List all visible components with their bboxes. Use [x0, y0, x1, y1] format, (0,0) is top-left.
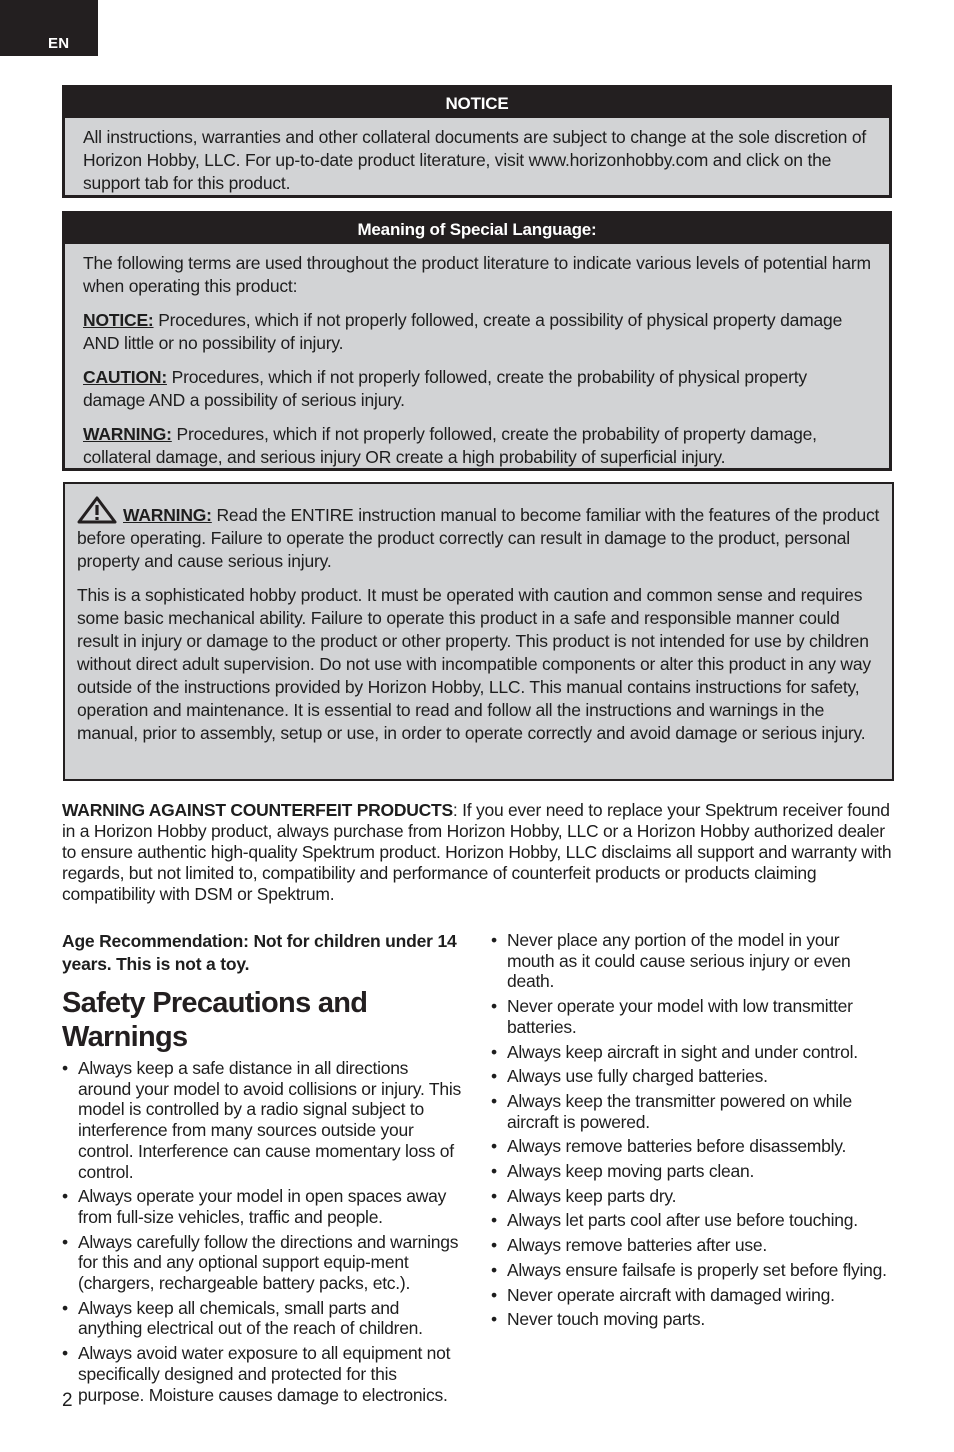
section-title: Safety Precautions and Warnings [62, 987, 368, 1053]
right-column [491, 930, 891, 1334]
list-item: • Never operate your model with low transmitter batteries. [491, 996, 891, 1037]
list-item: • Always use fully charged batteries. [491, 1066, 891, 1087]
term-notice [83, 309, 871, 355]
safety-list-left [62, 1058, 464, 1405]
notice-text: All instructions, warranties and other collateral documents are subject to change at the sole discretion of Horizon Hobby, LLC. For up-to-date product literature, visit www.horizonhobby.com and click on the support tab for this product. [83, 127, 867, 193]
term-label: NOTICE: [83, 310, 154, 330]
term-label: WARNING: [83, 424, 172, 444]
list-item: • Always keep moving parts clean. [491, 1161, 891, 1182]
warning-triangle-icon [77, 496, 117, 524]
list-item: • Always keep parts dry. [491, 1186, 891, 1207]
special-language-header: Meaning of Special Language: [65, 214, 889, 244]
page-number: 2 [62, 1390, 73, 1411]
term-label: CAUTION: [83, 367, 167, 387]
warning-paragraph: This is a sophisticated hobby product. It must be operated with caution and common sense and requires some basic mechanical ability. Failure to operate this product in a safe and responsible manner could result in injury or damage to the product or other property. This product is not intended for use by children without direct adult supervision. Do not use with incompatible components or alter this product in any way outside of the instructions provided by Horizon Hobby, LLC. This manual contains instructions for safety, operation and maintenance. It is essential to read and follow all the instructions and warnings in the manual, prior to assembly, setup or use, in order to operate correctly and avoid damage or serious injury. [77, 585, 871, 743]
special-language-intro: The following terms are used throughout the product literature to indicate various levels of potential harm when operating this product: [83, 253, 871, 296]
counterfeit-warning [62, 800, 892, 905]
list-item: • Always remove batteries after use. [491, 1235, 891, 1256]
notice-box [62, 85, 892, 198]
list-item: • Always operate your model in open spaces away from full-size vehicles, traffic and people. [62, 1186, 464, 1227]
left-column [62, 930, 464, 1409]
list-item: • Never operate aircraft with damaged wiring. [491, 1285, 891, 1306]
list-item: • Never touch moving parts. [491, 1309, 891, 1330]
warning-term: WARNING: [123, 505, 212, 525]
counterfeit-text: : If you ever need to replace your Spektrum receiver found in a Horizon Hobby product, always purchase from Horizon Hobby, LLC or a Horizon Hobby authorized dealer to ensure authentic high-quality Spektrum product. Horizon Hobby, LLC disclaims all support and warranty with regards, but not limited to, compatibility and performance of counterfeit products or products claiming compatibility with DSM or Spektrum. [62, 800, 892, 904]
list-item: • Never place any portion of the model in your mouth as it could cause serious injury or even death. [491, 930, 891, 992]
term-description: Procedures, which if not properly followed, create the probability of property damage, collateral damage, and serious injury OR create a high probability of superficial injury. [83, 424, 817, 467]
list-item: • Always ensure failsafe is properly set before flying. [491, 1260, 891, 1281]
term-caution [83, 366, 871, 412]
list-item: • Always avoid water exposure to all equipment not specifically designed and protected for this purpose. Moisture causes damage to electronics. [62, 1343, 464, 1405]
notice-header: NOTICE [65, 88, 889, 118]
list-item: • Always keep the transmitter powered on while aircraft is powered. [491, 1091, 891, 1132]
warning-box [63, 482, 894, 781]
warning-text: Read the ENTIRE instruction manual to become familiar with the features of the product before operating. Failure to operate the product correctly can result in damage to the product, personal property and cause serious injury. [77, 505, 880, 571]
language-tab: EN [0, 0, 98, 56]
list-item: • Always remove batteries before disassembly. [491, 1136, 891, 1157]
safety-list-right [491, 930, 891, 1330]
counterfeit-title: WARNING AGAINST COUNTERFEIT PRODUCTS [62, 800, 453, 820]
warning-intro [77, 496, 880, 573]
list-item: • Always keep aircraft in sight and under control. [491, 1042, 891, 1063]
special-language-box [62, 211, 892, 471]
list-item: • Always let parts cool after use before touching. [491, 1210, 891, 1231]
list-item: • Always keep all chemicals, small parts and anything electrical out of the reach of children. [62, 1298, 464, 1339]
age-recommendation: Age Recommendation: Not for children under 14 years. This is not a toy. [62, 931, 457, 974]
list-item: • Always keep a safe distance in all directions around your model to avoid collisions or injury. This model is controlled by a radio signal subject to interference from many sources outside your control. Interference can cause momentary loss of control. [62, 1058, 464, 1182]
term-description: Procedures, which if not properly followed, create the probability of physical property damage AND a possibility of serious injury. [83, 367, 807, 410]
term-description: Procedures, which if not properly followed, create a possibility of physical property damage AND little or no possibility of injury. [83, 310, 843, 353]
list-item: • Always carefully follow the directions and warnings for this and any optional support equip-ment (chargers, rechargeable battery packs, etc.). [62, 1232, 464, 1294]
term-warning [83, 423, 871, 469]
